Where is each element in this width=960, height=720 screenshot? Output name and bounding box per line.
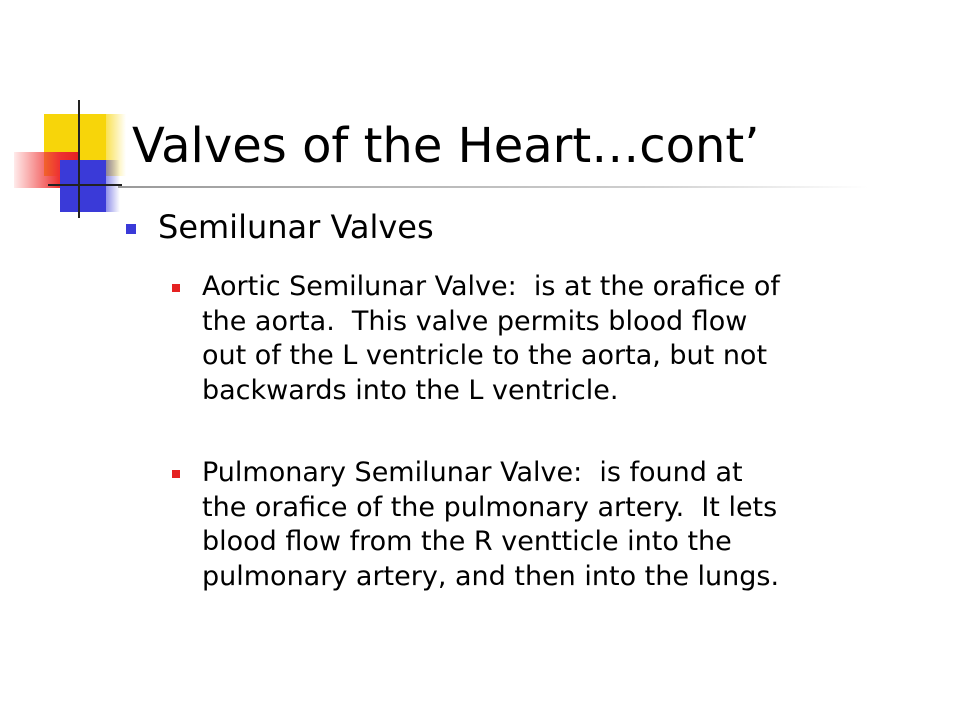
text-line: Pulmonary Semilunar Valve: is found at [202,457,743,488]
corner-ornament [0,0,140,240]
ornament-horizontal-line [48,184,122,186]
slide-title: Valves of the Heart…cont’ [132,118,760,174]
level2-bullet-marker [172,470,180,478]
blue-square-fade [100,160,120,212]
title-underline [118,186,868,188]
level1-bullet-text: Semilunar Valves [158,208,434,246]
text-line: the orafice of the pulmonary artery. It lets [202,491,778,523]
subbullet-text [202,456,922,594]
level2-bullet-marker [172,284,180,292]
text-line: blood flow from the R ventticle into the [202,526,732,557]
subbullet-text [202,270,922,408]
text-line: the aorta. This valve permits blood flow [202,305,748,337]
ornament-vertical-line [78,100,80,218]
level1-bullet-marker [126,224,136,234]
text-line: backwards into the L ventricle. [202,374,619,406]
text-line: Aortic Semilunar Valve: is at the orafice of [202,271,780,302]
text-line: pulmonary artery, and then into the lungs. [202,560,780,592]
text-line: out of the L ventricle to the aorta, but not [202,340,768,371]
